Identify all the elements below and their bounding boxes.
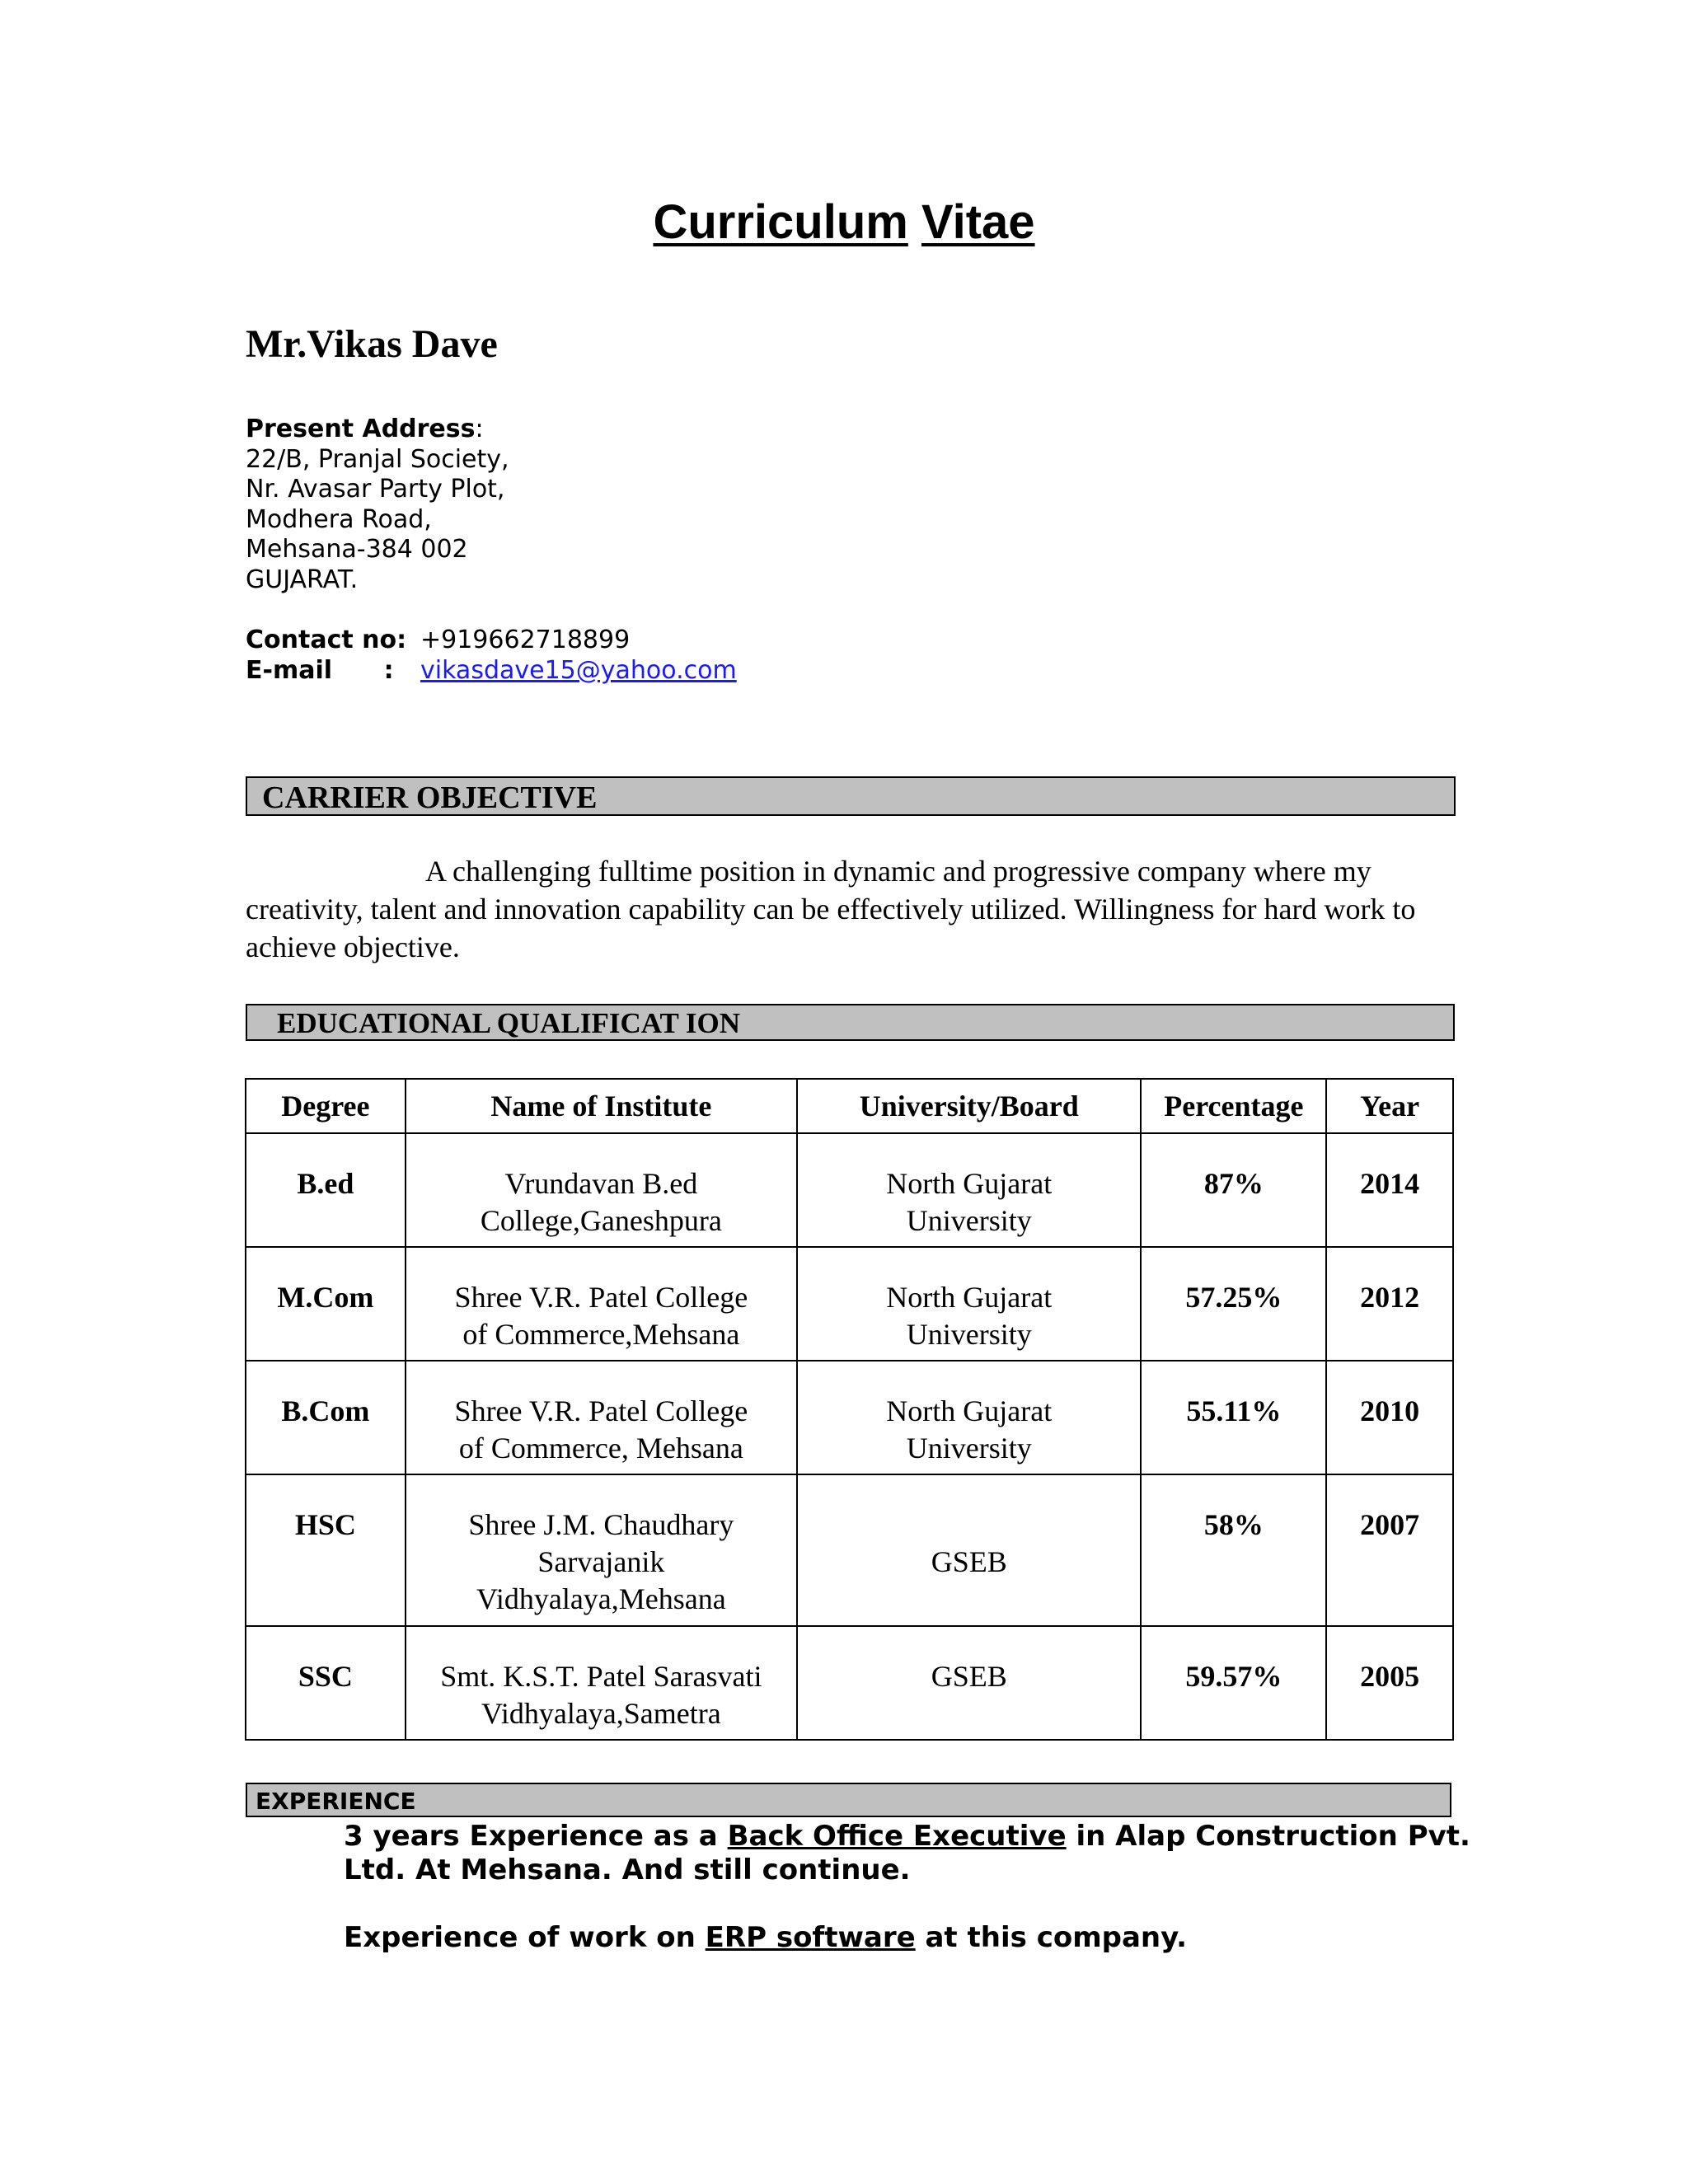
document-title [0,194,1688,251]
table-row [246,1133,1453,1247]
address-line: Nr. Avasar Party Plot, [246,475,505,504]
section-title: CARRIER OBJECTIVE [262,780,598,815]
cell-year: 2005 [1326,1626,1453,1740]
cell-year: 2014 [1326,1133,1453,1247]
cell-degree: SSC [246,1626,406,1740]
section-header-experience [246,1783,1451,1817]
title-word-curriculum: Curriculum [653,195,908,249]
cell-board: North Gujarat University [797,1361,1141,1474]
header-degree: Degree [246,1079,406,1133]
cell-degree: B.ed [246,1133,406,1247]
cell-percentage: 59.57% [1141,1626,1326,1740]
cell-percentage: 55.11% [1141,1361,1326,1474]
candidate-name: Mr.Vikas Dave [246,322,498,366]
cell-year: 2007 [1326,1474,1453,1626]
title-word-vitae: Vitae [921,195,1035,249]
email-label: E-mail : [246,656,394,685]
cell-degree: B.Com [246,1361,406,1474]
table-header-row [246,1079,1453,1133]
cell-board: North Gujarat University [797,1247,1141,1361]
present-address [246,415,509,595]
cell-institute: Shree V.R. Patel College of Commerce, Mehsana [406,1361,797,1474]
cell-degree: HSC [246,1474,406,1626]
header-percentage: Percentage [1141,1079,1326,1133]
address-line: Mehsana-384 002 [246,535,468,564]
section-header-education [246,1004,1455,1041]
section-title: EDUCATIONAL QUALIFICAT ION [277,1007,741,1039]
cell-institute: Shree J.M. Chaudhary Sarvajanik Vidhyalaya,Mehsana [406,1474,797,1626]
table-row [246,1474,1453,1626]
section-header-objective [246,776,1456,816]
cell-year: 2012 [1326,1247,1453,1361]
experience-paragraph: 3 years Experience as a Back Office Executive in Alap Construction Pvt. Ltd. At Mehsana. And still continue. [344,1820,1470,1886]
address-line: 22/B, Pranjal Society, [246,444,509,474]
cell-percentage: 58% [1141,1474,1326,1626]
email-link[interactable]: vikasdave15@yahoo.com [420,656,737,685]
cell-institute: Shree V.R. Patel College of Commerce,Mehsana [406,1247,797,1361]
cell-board: GSEB [797,1626,1141,1740]
cell-institute: Smt. K.S.T. Patel Sarasvati Vidhyalaya,Sametra [406,1626,797,1740]
job-title: Back Office Executive [727,1820,1067,1853]
cell-board: North Gujarat University [797,1133,1141,1247]
objective-text: A challenging fulltime position in dynamic and progressive company where my creativity, talent and innovation capability can be effectively utilized. Willingness for hard work to achieve objective. [246,855,1416,963]
contact-phone: +919662718899 [420,626,631,654]
experience-text [344,1820,1481,1955]
cell-institute: Vrundavan B.ed College,Ganeshpura [406,1133,797,1247]
software-name: ERP software [705,1921,916,1954]
table-row [246,1361,1453,1474]
address-label: Present Address [246,415,476,443]
contact-label: Contact no: [246,626,407,654]
table-row [246,1626,1453,1740]
header-board: University/Board [797,1079,1141,1133]
section-title: EXPERIENCE [256,1788,416,1815]
education-table [245,1078,1454,1741]
table-row [246,1247,1453,1361]
address-colon: : [475,415,484,443]
cell-board: GSEB [797,1474,1141,1626]
contact-info [246,625,737,686]
address-line: Modhera Road, [246,504,432,534]
cell-percentage: 87% [1141,1133,1326,1247]
cell-percentage: 57.25% [1141,1247,1326,1361]
header-institute: Name of Institute [406,1079,797,1133]
cell-degree: M.Com [246,1247,406,1361]
address-line: GUJARAT. [246,565,359,594]
header-year: Year [1326,1079,1453,1133]
experience-paragraph: Experience of work on ERP software at this company. [344,1921,1188,1954]
cell-year: 2010 [1326,1361,1453,1474]
